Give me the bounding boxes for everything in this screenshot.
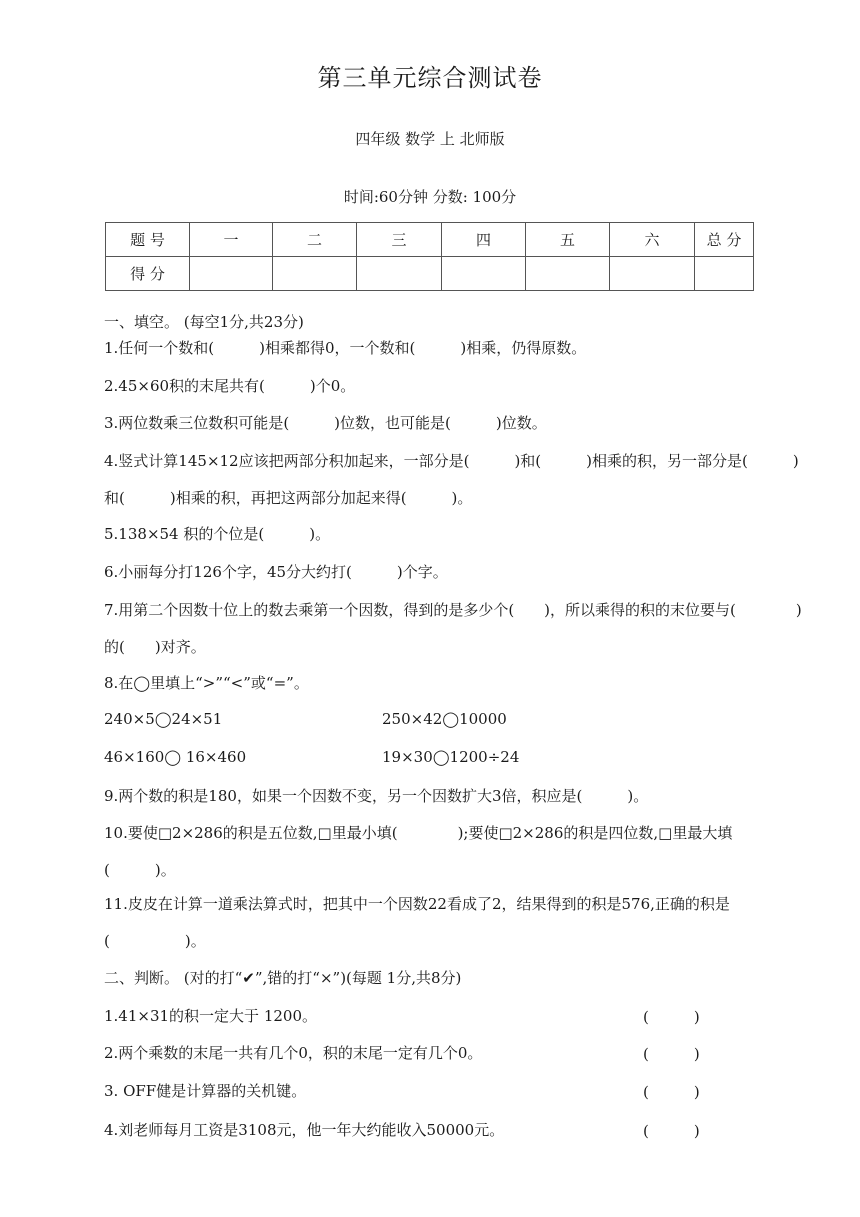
judgment-answer-blank[interactable]: ( ) [643,1008,700,1026]
score-table-header: 总 分 [695,223,754,257]
question-1-9: 9.两个数的积是180，如果一个因数不变，另一个因数扩大3倍，积应是( )。 [104,787,649,805]
score-table-header-row [106,223,754,257]
question-1-5: 5.138×54 积的个位是( )。 [104,525,331,543]
score-cell[interactable] [190,257,273,291]
question-1-1: 1.任何一个数和( )相乘都得0，一个数和( )相乘，仍得原数。 [104,339,587,357]
score-table-header: 题 号 [106,223,190,257]
question-1-6: 6.小丽每分打126个字，45分大约打( )个字。 [104,563,448,581]
question-1-4: 4.竖式计算145×12应该把两部分积加起来，一部分是( )和( )相乘的积，另一部分是( )和( )相乘的积，再把这两部分加起来得( )。 [104,452,799,507]
score-table [105,222,754,291]
score-cell[interactable] [357,257,442,291]
question-1-2: 2.45×60积的末尾共有( )个0。 [104,377,356,395]
score-table-header: 三 [357,223,442,257]
judgment-item-text: 4.刘老师每月工资是3108元，他一年大约能收入50000元。 [104,1121,505,1139]
judgment-item-text: 2.两个乘数的末尾一共有几个0，积的末尾一定有几个0。 [104,1044,483,1062]
judgment-answer-blank[interactable]: ( ) [643,1122,700,1140]
judgment-item-text: 1.41×31的积一定大于 1200。 [104,1007,317,1025]
comparison-item: 46×160◯ 16×460 [104,748,247,766]
comparison-item: 240×5◯24×51 [104,710,223,728]
score-table-score-row [106,257,754,291]
score-table-header: 四 [442,223,526,257]
page-subtitle: 四年级 数学 上 北师版 [355,130,505,148]
score-table-header: 五 [526,223,610,257]
page-title: 第三单元综合测试卷 [317,64,543,92]
judgment-answer-blank[interactable]: ( ) [643,1045,700,1063]
question-1-11: 11.皮皮在计算一道乘法算式时，把其中一个因数22看成了2，结果得到的积是576,正确的积是( )。 [104,895,730,950]
score-table-header: 一 [190,223,273,257]
score-cell[interactable] [610,257,695,291]
judgment-answer-blank[interactable]: ( ) [643,1083,700,1101]
score-cell[interactable] [273,257,357,291]
comparison-item: 250×42◯10000 [382,710,507,728]
question-1-8: 8.在◯里填上“>”“<”或“=”。 [104,674,309,692]
score-cell[interactable] [695,257,754,291]
judgment-item-text: 3. OFF健是计算器的关机键。 [104,1082,307,1100]
score-table-header: 二 [273,223,357,257]
question-1-7: 7.用第二个因数十位上的数去乘第一个因数，得到的是多少个( )，所以乘得的积的末位要与( )的( )对齐。 [104,601,802,656]
score-row-label: 得 分 [106,257,190,291]
section-2-title: 二、判断。 (对的打“✔”,错的打“×”)(每题 1分,共8分) [104,969,462,987]
score-cell[interactable] [442,257,526,291]
comparison-item: 19×30◯1200÷24 [382,748,520,766]
score-table-header: 六 [610,223,695,257]
question-1-3: 3.两位数乘三位数积可能是( )位数，也可能是( )位数。 [104,414,547,432]
question-1-10: 10.要使□2×286的积是五位数,□里最小填( );要使□2×286的积是四位数,□里最大填( )。 [104,824,733,879]
time-score-info: 时间:60分钟 分数: 100分 [343,188,517,206]
section-1-title: 一、填空。 (每空1分,共23分) [104,313,304,331]
score-cell[interactable] [526,257,610,291]
